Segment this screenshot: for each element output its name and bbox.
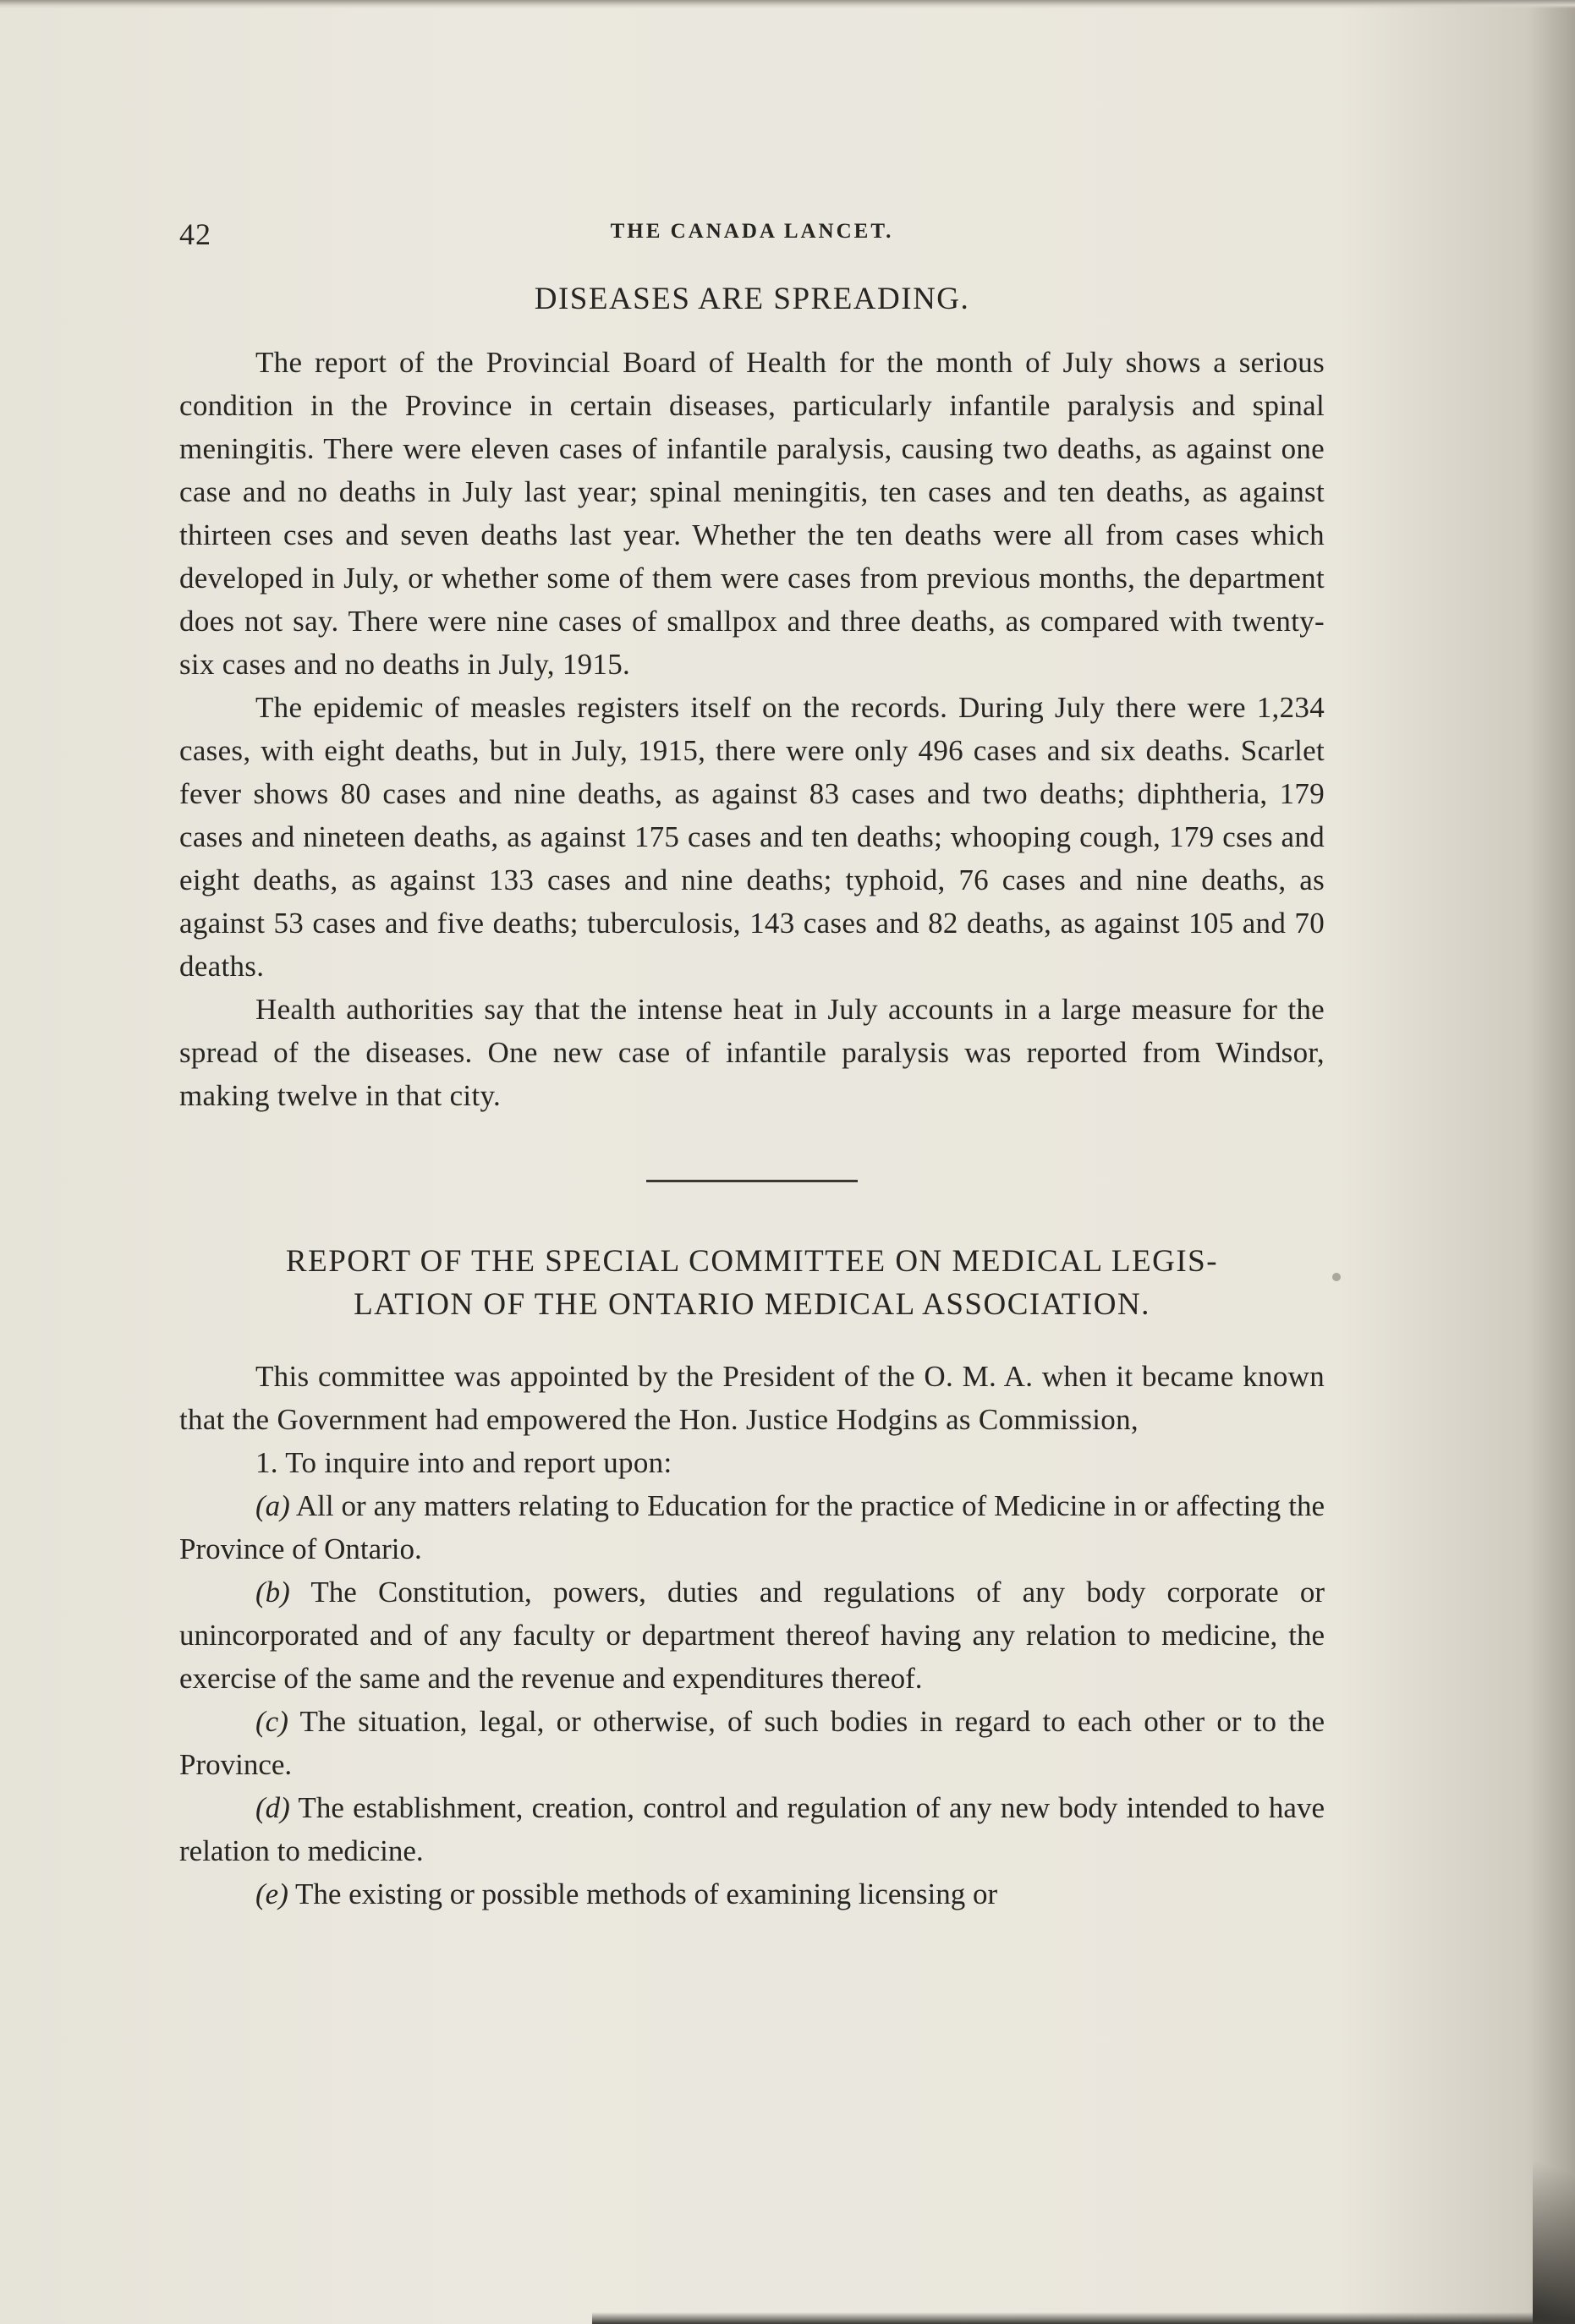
page-bottom-edge [592,2312,1575,2324]
item-label: (b) [255,1576,290,1609]
page-corner-shadow [1533,2104,1575,2324]
item-text: The establishment, creation, control and regulation of any new body intended to have relation to medicine. [179,1791,1325,1867]
article2-title-line1: REPORT OF THE SPECIAL COMMITTEE ON MEDICAL LEGIS- [285,1244,1219,1279]
article1-paragraph: The epidemic of measles registers itself on the records. During July there were 1,234 cases, with eight deaths, but in July, 1915, there were only 496 cases and six deaths. Scarlet fever shows 80 cases and nine deaths, as against 83 cases and two deaths; diphtheria, 179 cases and nineteen deaths, as against 175 cases and ten deaths; whooping cough, 179 cses and eight deaths, as against 133 cases and nine deaths; typhoid, 76 cases and nine deaths, as against 53 cases and five deaths; tuberculosis, 143 cases and 82 deaths, as against 105 and 70 deaths. [179,691,1325,983]
item-label: (c) [255,1705,288,1738]
section-divider [646,1180,858,1182]
article2-intro: This committee was appointed by the President of the O. M. A. when it became known that the Government had empowered the Hon. Justice Hodgins as Commission, [179,1360,1325,1436]
article1-paragraph: Health authorities say that the intense heat in July accounts in a large measure for the spread of the diseases. One new case of infantile paralysis was reported from Windsor, making twelve in that city. [179,993,1325,1112]
item-text: The Constitution, powers, duties and regulations of any body corporate or unincorporated and of any faculty or department thereof having any relation to medicine, the exercise of the same and the revenue and expenditures thereof. [179,1576,1325,1695]
item-label: (d) [255,1791,290,1824]
ink-spot [1332,1273,1341,1281]
list-item-c [179,1700,1325,1786]
list-item-e [179,1872,1325,1916]
list-item-b [179,1570,1325,1700]
item-text: All or any matters relating to Education for the practice of Medicine in or affecting the Province of Ontario. [179,1489,1325,1565]
article2-title-line2: LATION OF THE ONTARIO MEDICAL ASSOCIATION. [354,1287,1150,1322]
article-title-committee [179,1240,1325,1326]
article1-paragraph: The report of the Provincial Board of Health for the month of July shows a serious condition in the Province in certain diseases, particularly infantile paralysis and spinal meningitis. There were eleven cases of infantile paralysis, causing two deaths, as against one case and no deaths in July last year; spinal meningitis, ten cases and ten deaths, as against thirteen cses and seven deaths last year. Whether the ten deaths were all from cases which developed in July, or whether some of them were cases from previous months, the department does not say. There were nine cases of smallpox and three deaths, as compared with twenty-six cases and no deaths in July, 1915. [179,346,1325,681]
item-label: (e) [255,1877,288,1910]
page-top-edge [0,0,1575,8]
list-item-d [179,1786,1325,1872]
page-content [179,211,1325,1916]
item-text: The existing or possible methods of examining licensing or [288,1877,998,1910]
item-text: The situation, legal, or otherwise, of such bodies in regard to each other or to the Province. [179,1705,1325,1781]
list-item-a [179,1484,1325,1570]
article2-point1: 1. To inquire into and report upon: [255,1446,672,1479]
running-head [179,211,1325,254]
page-number: 42 [179,217,211,251]
item-label: (a) [255,1489,290,1522]
article-title-diseases: DISEASES ARE SPREADING. [534,282,970,316]
journal-title: THE CANADA LANCET. [610,220,894,243]
